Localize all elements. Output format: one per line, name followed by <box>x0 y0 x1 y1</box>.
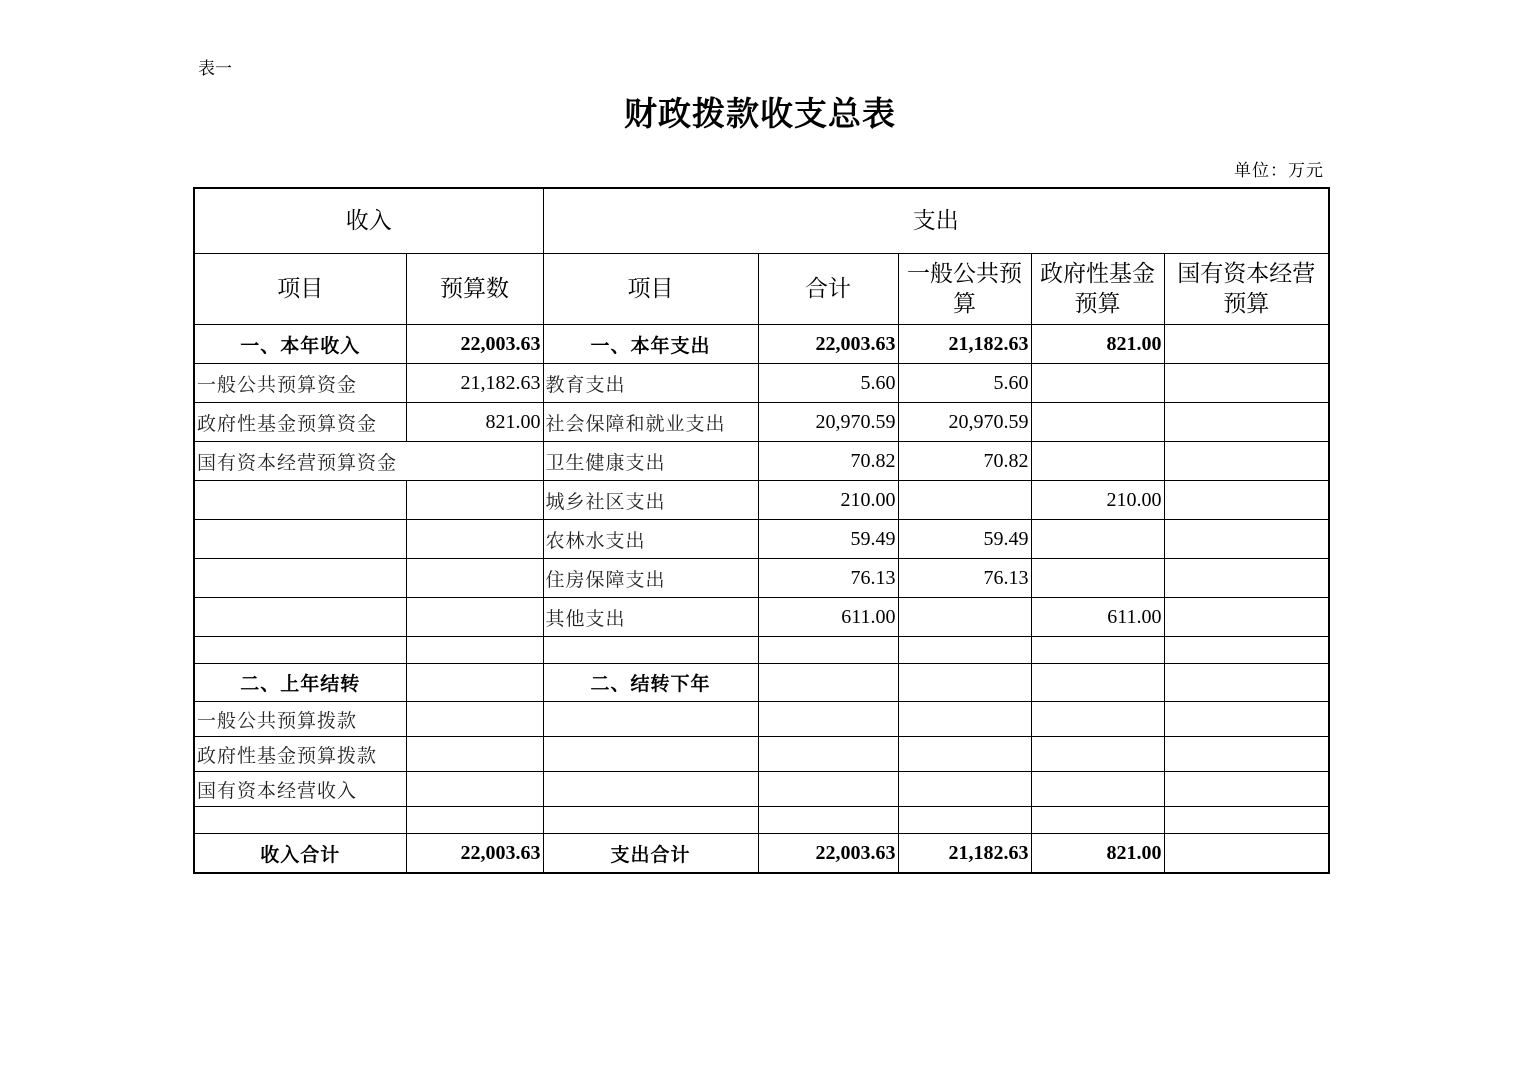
income-value <box>406 481 543 520</box>
expense-total: 70.82 <box>758 442 898 481</box>
state-capital-header: 国有资本经营预算 <box>1164 254 1329 325</box>
blank-cell <box>406 637 543 664</box>
expense-state-capital-total <box>1164 834 1329 874</box>
column-header-row <box>194 254 1329 325</box>
carryover-row <box>194 702 1329 737</box>
expense-state-capital <box>1164 442 1329 481</box>
expense-total: 76.13 <box>758 559 898 598</box>
income-budget-header: 预算数 <box>406 254 543 325</box>
current-income-value: 22,003.63 <box>406 325 543 364</box>
expense-item: 教育支出 <box>543 364 758 403</box>
table-row <box>194 364 1329 403</box>
table-row <box>194 598 1329 637</box>
income-group-header: 收入 <box>194 188 543 254</box>
expense-state-capital <box>1164 520 1329 559</box>
blank-cell <box>898 637 1031 664</box>
income-value <box>406 598 543 637</box>
expense-state-capital <box>1164 481 1329 520</box>
expense-state-capital <box>1164 598 1329 637</box>
blank-cell <box>898 807 1031 834</box>
expense-gov-fund <box>1031 442 1164 481</box>
expense-general-total: 21,182.63 <box>898 834 1031 874</box>
blank-cell <box>1031 772 1164 807</box>
blank-cell <box>194 637 406 664</box>
blank-cell <box>1164 702 1329 737</box>
current-expense-label: 一、本年支出 <box>543 325 758 364</box>
table-row <box>194 559 1329 598</box>
blank-cell <box>758 772 898 807</box>
expense-grand-total: 22,003.63 <box>758 834 898 874</box>
expense-state-capital <box>1164 559 1329 598</box>
expense-general: 5.60 <box>898 364 1031 403</box>
blank-cell <box>1164 664 1329 702</box>
expense-gov-fund: 611.00 <box>1031 598 1164 637</box>
blank-cell <box>898 702 1031 737</box>
current-expense-total: 22,003.63 <box>758 325 898 364</box>
carryover-row <box>194 737 1329 772</box>
expense-gov-fund <box>1031 364 1164 403</box>
expense-item: 社会保障和就业支出 <box>543 403 758 442</box>
income-item <box>194 520 406 559</box>
expense-item-header: 项目 <box>543 254 758 325</box>
blank-cell <box>1164 772 1329 807</box>
blank-cell <box>758 737 898 772</box>
expense-gov-fund <box>1031 559 1164 598</box>
expense-total-header: 合计 <box>758 254 898 325</box>
blank-cell <box>543 807 758 834</box>
table-row <box>194 520 1329 559</box>
current-expense-state-capital <box>1164 325 1329 364</box>
blank-cell <box>1164 637 1329 664</box>
expense-general: 76.13 <box>898 559 1031 598</box>
blank-cell <box>898 737 1031 772</box>
income-value <box>406 559 543 598</box>
expense-general: 20,970.59 <box>898 403 1031 442</box>
blank-cell <box>543 772 758 807</box>
table-row <box>194 481 1329 520</box>
blank-cell <box>543 702 758 737</box>
expense-general <box>898 598 1031 637</box>
general-budget-header: 一般公共预算 <box>898 254 1031 325</box>
expense-item: 城乡社区支出 <box>543 481 758 520</box>
blank-cell <box>1031 702 1164 737</box>
income-item-header: 项目 <box>194 254 406 325</box>
blank-row <box>194 807 1329 834</box>
expense-item: 其他支出 <box>543 598 758 637</box>
table-row <box>194 442 1329 481</box>
expense-group-header: 支出 <box>543 188 1329 254</box>
blank-cell <box>406 772 543 807</box>
blank-cell <box>1031 664 1164 702</box>
expense-state-capital <box>1164 403 1329 442</box>
expense-total: 611.00 <box>758 598 898 637</box>
expense-total: 59.49 <box>758 520 898 559</box>
blank-cell <box>1031 637 1164 664</box>
budget-summary-table <box>193 187 1330 874</box>
income-item <box>194 559 406 598</box>
income-item: 政府性基金预算资金 <box>194 403 406 442</box>
carryover-row <box>194 772 1329 807</box>
blank-row <box>194 637 1329 664</box>
table-number-label: 表一 <box>198 59 232 79</box>
current-year-row <box>194 325 1329 364</box>
blank-cell <box>194 807 406 834</box>
income-item <box>194 598 406 637</box>
expense-gov-fund <box>1031 520 1164 559</box>
income-value: 21,182.63 <box>406 364 543 403</box>
carryover-item: 一般公共预算拨款 <box>194 702 406 737</box>
blank-cell <box>1164 737 1329 772</box>
current-expense-gov-fund: 821.00 <box>1031 325 1164 364</box>
blank-cell <box>758 702 898 737</box>
expense-total: 5.60 <box>758 364 898 403</box>
income-item: 国有资本经营预算资金 <box>194 442 543 481</box>
expense-item: 卫生健康支出 <box>543 442 758 481</box>
income-total-value: 22,003.63 <box>406 834 543 874</box>
expense-state-capital <box>1164 364 1329 403</box>
income-value: 821.00 <box>406 403 543 442</box>
page-title: 财政拨款收支总表 <box>624 94 896 133</box>
carryover-header-row <box>194 664 1329 702</box>
blank-cell <box>406 807 543 834</box>
blank-cell <box>758 664 898 702</box>
blank-cell <box>406 664 543 702</box>
expense-general: 59.49 <box>898 520 1031 559</box>
current-expense-general: 21,182.63 <box>898 325 1031 364</box>
blank-cell <box>1164 807 1329 834</box>
blank-cell <box>1031 737 1164 772</box>
table-row <box>194 403 1329 442</box>
income-item: 一般公共预算资金 <box>194 364 406 403</box>
blank-cell <box>898 772 1031 807</box>
carryover-item: 国有资本经营收入 <box>194 772 406 807</box>
blank-cell <box>758 637 898 664</box>
blank-cell <box>406 737 543 772</box>
unit-label: 单位：万元 <box>1234 161 1324 181</box>
expense-gov-fund: 210.00 <box>1031 481 1164 520</box>
expense-item: 农林水支出 <box>543 520 758 559</box>
carryover-expense-label: 二、结转下年 <box>543 664 758 702</box>
carryover-item: 政府性基金预算拨款 <box>194 737 406 772</box>
expense-total-label: 支出合计 <box>543 834 758 874</box>
expense-general: 70.82 <box>898 442 1031 481</box>
blank-cell <box>543 637 758 664</box>
carryover-income-label: 二、上年结转 <box>194 664 406 702</box>
gov-fund-header: 政府性基金预算 <box>1031 254 1164 325</box>
blank-cell <box>1031 807 1164 834</box>
expense-general <box>898 481 1031 520</box>
blank-cell <box>898 664 1031 702</box>
income-item <box>194 481 406 520</box>
income-total-label: 收入合计 <box>194 834 406 874</box>
current-income-label: 一、本年收入 <box>194 325 406 364</box>
blank-cell <box>543 737 758 772</box>
expense-gov-fund-total: 821.00 <box>1031 834 1164 874</box>
expense-gov-fund <box>1031 403 1164 442</box>
expense-total: 20,970.59 <box>758 403 898 442</box>
income-value <box>406 520 543 559</box>
blank-cell <box>406 702 543 737</box>
expense-total: 210.00 <box>758 481 898 520</box>
totals-row <box>194 834 1329 874</box>
expense-item: 住房保障支出 <box>543 559 758 598</box>
blank-cell <box>758 807 898 834</box>
group-header-row <box>194 188 1329 254</box>
